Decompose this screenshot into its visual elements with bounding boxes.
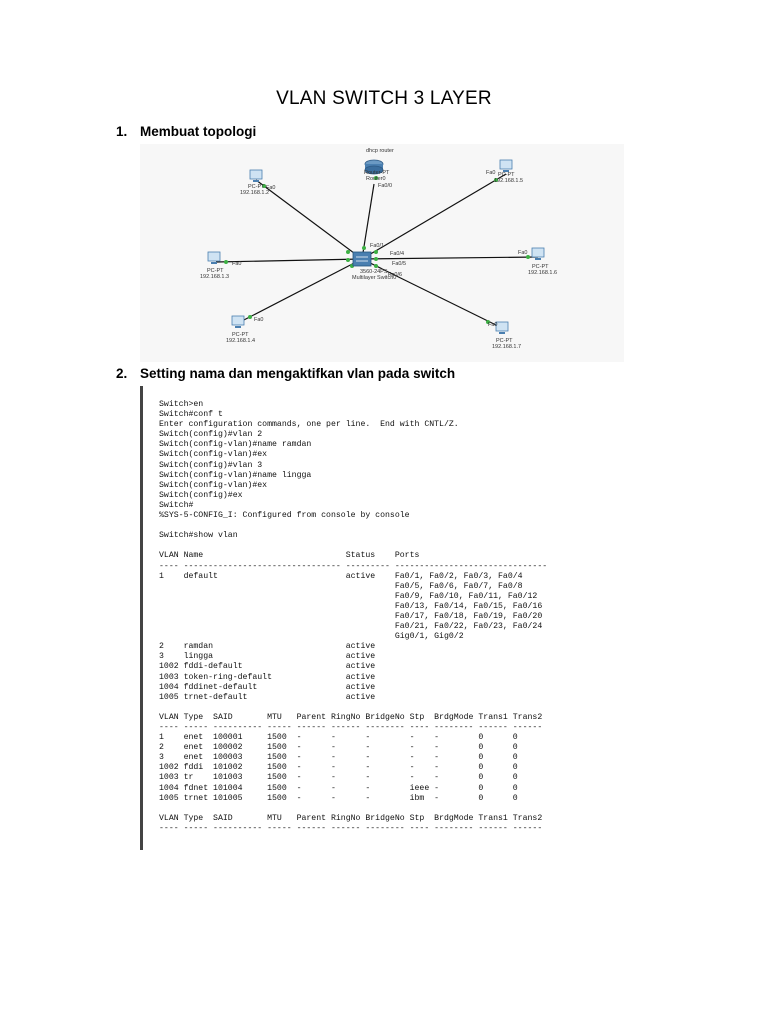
step-2-number: 2.: [116, 366, 128, 381]
pc-4-ip: 192.168.1.5: [494, 178, 524, 184]
terminal-line: VLAN Name Status Ports: [159, 551, 420, 561]
router-model: Router-PT: [364, 170, 390, 176]
step-2: [116, 366, 455, 381]
router-caption: dhcp router: [366, 148, 394, 154]
switch-model: 3560-24PS: [360, 269, 388, 275]
pc-1-model: PC-PT: [248, 184, 265, 190]
terminal-line: ---- ----- ---------- ----- ------ ------ -------- ---- -------- ------ ------: [159, 723, 543, 732]
terminal-screenshot: [140, 386, 592, 850]
step-1: [116, 124, 256, 139]
terminal-line: 3 enet 100003 1500 - - - - - 0 0: [159, 753, 518, 763]
switch-icon: [353, 252, 371, 266]
pc-icon: [532, 248, 544, 260]
pc-5-port: Fa0: [518, 250, 528, 256]
link-pc-5: [362, 257, 538, 259]
terminal-line: Switch(config-vlan)#ex: [159, 480, 268, 490]
terminal-line: Switch(config-vlan)#name ramdan: [159, 440, 312, 450]
pc-4-port: Fa0: [486, 170, 496, 176]
step-1-text: Membuat topologi: [140, 124, 257, 139]
pc-2-ip: 192.168.1.3: [200, 274, 230, 280]
pc-1-ip: 192.168.1.2: [240, 190, 270, 196]
pc-2-port: Fa0: [232, 261, 242, 267]
switch-port-1: Fa0/1: [370, 243, 385, 249]
terminal-line: 1004 fddinet-default active: [159, 682, 376, 692]
terminal-line: VLAN Type SAID MTU Parent RingNo BridgeNo Stp BrdgMode Trans1 Trans2: [159, 813, 543, 823]
pc-5-ip: 192.168.1.6: [528, 270, 558, 276]
topology-diagram: [140, 144, 624, 362]
terminal-line: Gig0/1, Gig0/2: [159, 632, 464, 642]
step-2-text: Setting nama dan mengaktifkan vlan pada switch: [140, 366, 456, 381]
topology-svg: [140, 144, 624, 362]
terminal-line: 1 default active Fa0/1, Fa0/2, Fa0/3, Fa0/4: [159, 571, 523, 581]
pc-6-port: Fa0: [488, 322, 498, 328]
terminal-line: Switch#: [159, 500, 194, 510]
terminal-line: Fa0/17, Fa0/18, Fa0/19, Fa0/20: [159, 611, 543, 621]
pc-4-model: PC-PT: [498, 172, 515, 178]
terminal-line: Switch(config-vlan)#ex: [159, 450, 268, 460]
switch-name: Multilayer Switch0: [352, 275, 397, 281]
terminal-line: 1003 tr 101003 1500 - - - - - 0 0: [159, 773, 518, 783]
pc-icon: [496, 322, 508, 334]
document-title: VLAN SWITCH 3 LAYER: [276, 88, 492, 109]
terminal-line: 1003 token-ring-default active: [159, 672, 376, 682]
terminal-line: 1002 fddi 101002 1500 - - - - - 0 0: [159, 763, 518, 773]
pc-6-model: PC-PT: [496, 338, 513, 344]
switch-port-4: Fa0/6: [388, 272, 403, 278]
switch-port-3: Fa0/5: [392, 261, 407, 267]
terminal-line: ---- -------------------------------- --------- -------------------------------: [159, 561, 548, 571]
terminal-line: Switch(config)#vlan 3: [159, 460, 263, 470]
pc-3-model: PC-PT: [232, 332, 249, 338]
terminal-line: 2 enet 100002 1500 - - - - - 0 0: [159, 743, 518, 753]
pc-3-ip: 192.168.1.4: [226, 338, 256, 344]
pc-icon: [250, 170, 262, 182]
pc-2-model: PC-PT: [207, 268, 224, 274]
terminal-line: 1005 trnet 101005 1500 - - - ibm - 0 0: [159, 793, 518, 803]
terminal-line: 1005 trnet-default active: [159, 692, 376, 702]
pc-6-ip: 192.168.1.7: [492, 344, 522, 350]
terminal-line: Fa0/21, Fa0/22, Fa0/23, Fa0/24: [159, 622, 543, 632]
pc-icon: [232, 316, 244, 328]
terminal-line: ---- ----- ---------- ----- ------ ------ -------- ---- -------- ------ ------: [159, 823, 543, 833]
terminal-line: %SYS-5-CONFIG_I: Configured from console by console: [159, 511, 410, 521]
terminal-line: Switch(config-vlan)#name lingga: [159, 470, 312, 480]
pc-icon: [500, 160, 512, 172]
pc-3-port: Fa0: [254, 317, 264, 323]
terminal-line: Switch>en: [159, 400, 204, 409]
terminal-line: 2 ramdan active: [159, 642, 376, 652]
terminal-line: Fa0/9, Fa0/10, Fa0/11, Fa0/12: [159, 591, 538, 601]
terminal-line: 1 enet 100001 1500 - - - - - 0 0: [159, 733, 518, 743]
pc-5-model: PC-PT: [532, 264, 549, 270]
link-pc-1: [256, 180, 362, 259]
terminal-line: Switch#show vlan: [159, 531, 238, 541]
terminal-line: Fa0/5, Fa0/6, Fa0/7, Fa0/8: [159, 581, 523, 591]
switch-port-2: Fa0/4: [390, 251, 405, 257]
pc-1-port: Fa0: [266, 185, 276, 191]
terminal-line: Fa0/13, Fa0/14, Fa0/15, Fa0/16: [159, 601, 543, 611]
step-1-number: 1.: [116, 124, 128, 139]
terminal-line: 1002 fddi-default active: [159, 662, 376, 672]
terminal-line: Switch#conf t: [159, 410, 223, 420]
terminal-line: 1004 fdnet 101004 1500 - - - ieee - 0 0: [159, 783, 518, 793]
terminal-line: Switch(config)#ex: [159, 490, 243, 500]
terminal-line: 3 lingga active: [159, 652, 376, 662]
terminal-line: Switch(config)#vlan 2: [159, 430, 263, 440]
router-port: Fa0/0: [378, 183, 393, 189]
link-pc-3: [240, 259, 362, 322]
terminal-line: VLAN Type SAID MTU Parent RingNo BridgeNo Stp BrdgMode Trans1 Trans2: [159, 712, 543, 722]
terminal-line: Enter configuration commands, one per line. End with CNTL/Z.: [159, 420, 459, 430]
terminal-output: [143, 386, 592, 834]
router-name: Router0: [366, 176, 386, 182]
